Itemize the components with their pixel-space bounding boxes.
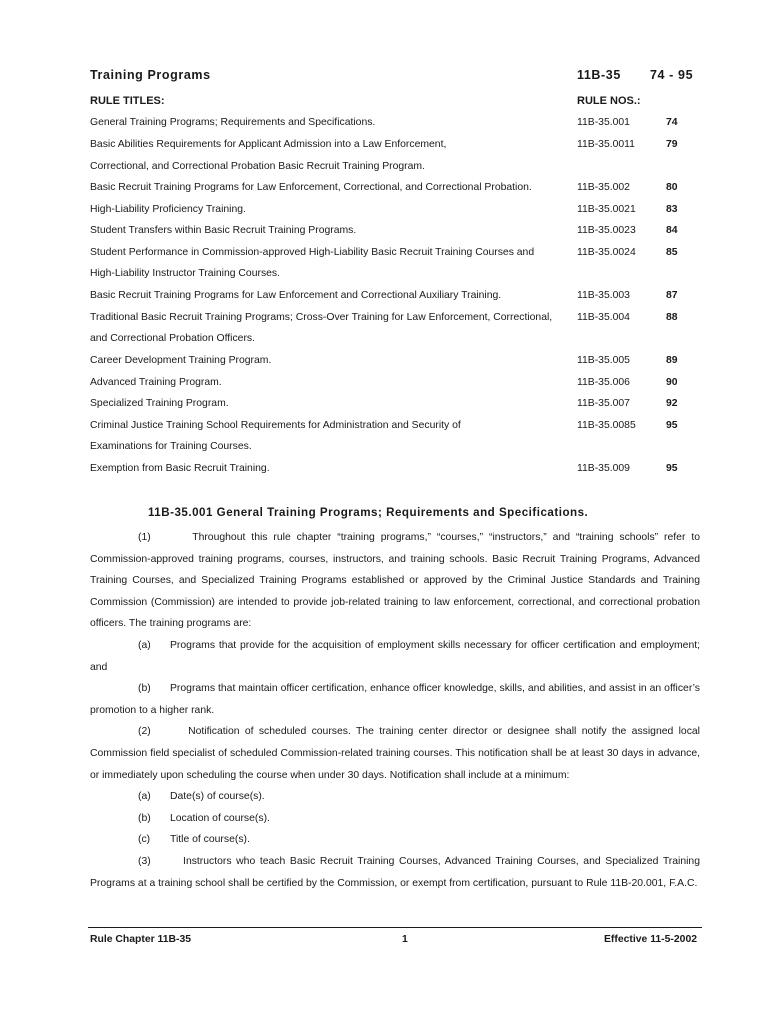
footer-effective-date: Effective 11-5-2002 xyxy=(604,934,697,945)
paragraph-1: (1) Throughout this rule chapter “training programs,” “courses,” “instructors,” and “training schools” refer to Commission-approved training programs, courses, instructors, and training schools. Basic Recruit Training Programs, Advanced Training Courses, and Specialized Training Programs established or approved by the Criminal Justice Standards and Training Commission (Commission) are intended to provide job-related training to law enforcement, correctional, and correctional probation officers. The training programs are: xyxy=(90,532,700,630)
toc-rule-number: 11B-35.003 xyxy=(577,290,630,301)
toc-rule-title: Basic Abilities Requirements for Applicant Admission into a Law Enforcement, xyxy=(90,139,447,150)
toc-rule-number: 11B-35.0023 xyxy=(577,225,636,236)
list-item-text: Programs that provide for the acquisition of employment skills necessary for officer certification and employment; and xyxy=(90,639,700,673)
toc-rule-title: Student Performance in Commission-approved High-Liability Basic Recruit Training Courses and xyxy=(90,247,535,258)
toc-page-number: 79 xyxy=(666,139,678,150)
toc-page-number: 95 xyxy=(666,420,678,431)
list-item xyxy=(90,786,700,808)
list-item-label: (b) xyxy=(138,683,151,695)
list-item xyxy=(90,829,700,851)
toc-rule-title-continued: High-Liability Instructor Training Courses. xyxy=(90,268,280,279)
list-item xyxy=(90,808,700,830)
toc-rule-number: 11B-35.0021 xyxy=(577,204,636,215)
paragraph-2: (2) Notification of scheduled courses. The training center director or designee shall notify the assigned local Commission field specialist of scheduled Commission-related training courses. This notification shall be at least 30 days in advance, or immediately upon scheduling the course when under 30 days. Notification shall include at a minimum: xyxy=(90,726,700,781)
footer-page-number: 1 xyxy=(402,934,408,945)
toc-page-number: 90 xyxy=(666,377,678,388)
toc-page-number: 74 xyxy=(666,117,678,128)
toc-rule-number: 11B-35.0011 xyxy=(577,139,635,150)
list-item-label: (a) xyxy=(138,791,151,803)
toc-rule-title: General Training Programs; Requirements and Specifications. xyxy=(90,117,376,128)
list-item-text: Title of course(s). xyxy=(170,834,250,846)
header-title: Training Programs xyxy=(90,68,211,82)
footer-divider xyxy=(88,927,702,928)
toc-rule-title: Basic Recruit Training Programs for Law Enforcement, Correctional, and Correctional Probation. xyxy=(90,182,532,193)
list-item xyxy=(90,635,700,678)
list-item-label: (a) xyxy=(138,639,151,651)
toc-rule-title: Traditional Basic Recruit Training Programs; Cross-Over Training for Law Enforcement, Correctional, xyxy=(90,312,553,323)
toc-rule-title: High-Liability Proficiency Training. xyxy=(90,204,246,215)
toc-page-number: 84 xyxy=(666,225,678,236)
header-chapter: 11B-35 xyxy=(577,68,621,82)
toc-rule-title: Basic Recruit Training Programs for Law Enforcement and Correctional Auxiliary Training. xyxy=(90,290,502,301)
footer-rule-chapter: Rule Chapter 11B-35 xyxy=(90,934,192,945)
paragraph-3: (3) Instructors who teach Basic Recruit Training Courses, Advanced Training Courses, and Specialized Training Programs at a training school shall be certified by the Commission, or exempt from certification, pursuant to Rule 11B-20.001, F.A.C. xyxy=(90,855,700,889)
toc-rule-number: 11B-35.006 xyxy=(577,377,630,388)
toc-page-number: 85 xyxy=(666,247,678,258)
header-page-range: 74 - 95 xyxy=(650,68,694,82)
toc-rule-number: 11B-35.001 xyxy=(577,117,630,128)
section-body xyxy=(90,527,700,894)
toc-rule-title: Exemption from Basic Recruit Training. xyxy=(90,463,270,474)
list-item-text: Date(s) of course(s). xyxy=(170,791,265,803)
toc-rule-title: Specialized Training Program. xyxy=(90,398,229,409)
toc-rule-number: 11B-35.0024 xyxy=(577,247,636,258)
toc-rule-title: Career Development Training Program. xyxy=(90,355,272,366)
toc-rule-number: 11B-35.002 xyxy=(577,182,630,193)
list-item-text: Programs that maintain officer certification, enhance officer knowledge, skills, and abilities, and assist in an officer’s promotion to a higher rank. xyxy=(90,683,700,716)
toc-page-number: 80 xyxy=(666,182,678,193)
list-item-label: (c) xyxy=(138,834,151,846)
list-item xyxy=(90,678,700,721)
toc-rule-title: Criminal Justice Training School Requirements for Administration and Security of xyxy=(90,420,461,431)
list-item-text: Location of course(s). xyxy=(170,812,270,824)
toc-page-number: 83 xyxy=(666,204,678,215)
toc-rule-number: 11B-35.007 xyxy=(577,398,630,409)
rule-numbers-heading: RULE NOS.: xyxy=(577,95,641,107)
toc-rule-title: Student Transfers within Basic Recruit Training Programs. xyxy=(90,225,357,236)
rule-titles-heading: RULE TITLES: xyxy=(90,95,165,107)
toc-rule-title-continued: Examinations for Training Courses. xyxy=(90,441,252,452)
toc-page-number: 88 xyxy=(666,312,678,323)
toc-rule-number: 11B-35.0085 xyxy=(577,420,636,431)
toc-rule-title: Advanced Training Program. xyxy=(90,377,222,388)
list-item-label: (b) xyxy=(138,812,151,824)
toc-page-number: 89 xyxy=(666,355,678,366)
toc-rule-number: 11B-35.009 xyxy=(577,463,630,474)
toc-rule-title-continued: and Correctional Probation Officers. xyxy=(90,333,255,344)
toc-rule-title-continued: Correctional, and Correctional Probation Basic Recruit Training Program. xyxy=(90,161,425,172)
section-heading: 11B-35.001 General Training Programs; Requirements and Specifications. xyxy=(148,506,589,519)
toc-rule-number: 11B-35.004 xyxy=(577,312,630,323)
toc-page-number: 95 xyxy=(666,463,678,474)
toc-page-number: 87 xyxy=(666,290,678,301)
toc-rule-number: 11B-35.005 xyxy=(577,355,630,366)
toc-page-number: 92 xyxy=(666,398,678,409)
